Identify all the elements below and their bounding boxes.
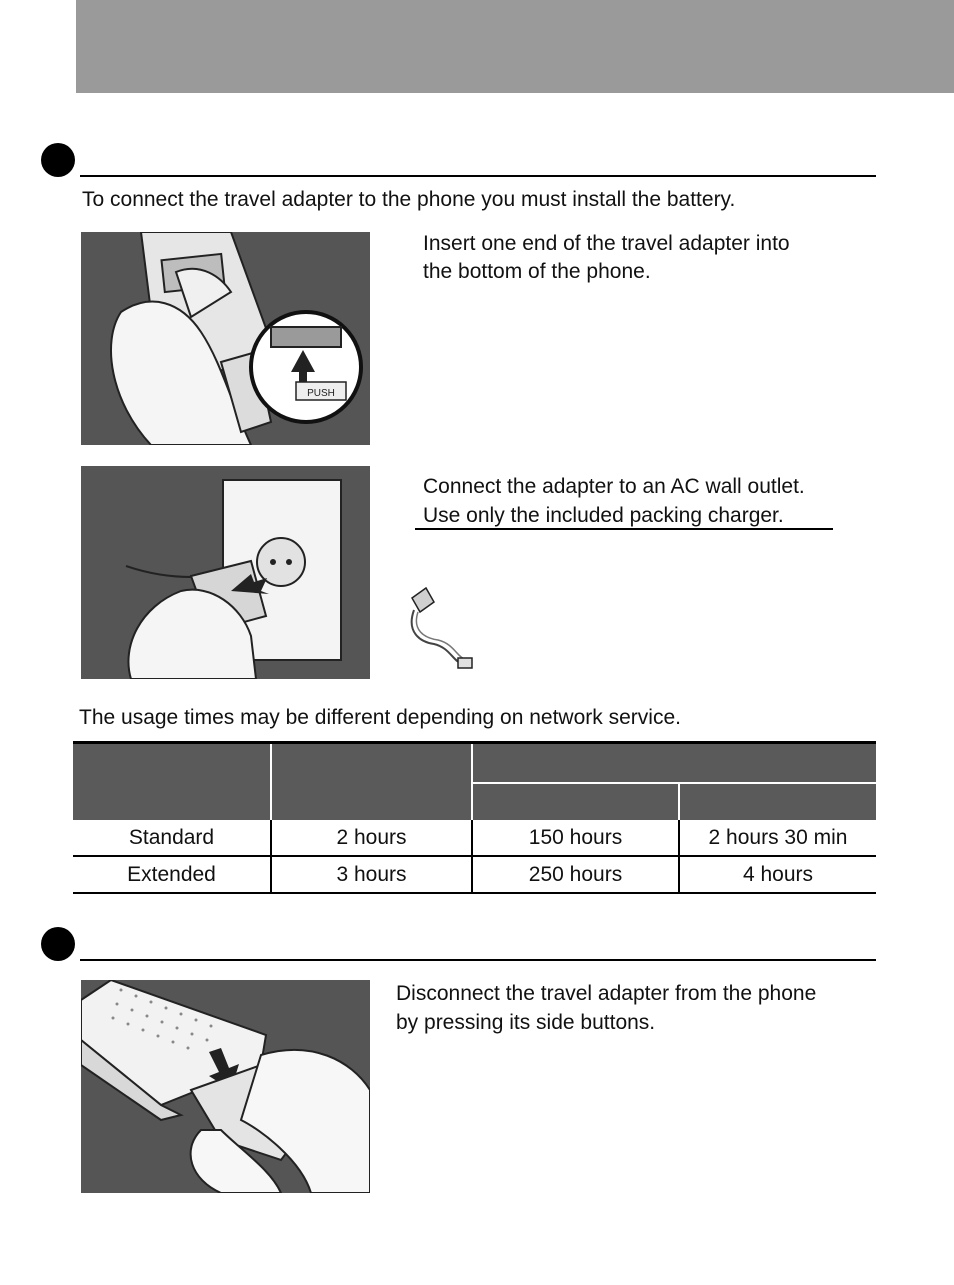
table-cell: Standard xyxy=(73,820,271,856)
table-cell: 2 hours xyxy=(271,820,472,856)
usage-table xyxy=(73,741,876,894)
table-cell: 4 hours xyxy=(679,856,876,893)
section-rule-1 xyxy=(80,175,876,177)
table-row xyxy=(73,856,876,893)
table-cell: 250 hours xyxy=(472,856,679,893)
wall-outlet-illustration xyxy=(81,466,370,679)
usage-note: The usage times may be different depending on network service. xyxy=(79,706,681,729)
table-row xyxy=(73,820,876,856)
charger-icon xyxy=(400,582,480,678)
table-cell: 2 hours 30 min xyxy=(679,820,876,856)
step2-line1: Connect the adapter to an AC wall outlet. xyxy=(423,475,805,498)
subheader-cell xyxy=(679,783,876,820)
table-header-row xyxy=(73,743,876,784)
insert-adapter-illustration xyxy=(81,232,370,445)
step1-line2: the bottom of the phone. xyxy=(423,260,651,283)
intro-text: To connect the travel adapter to the phone you must install the battery. xyxy=(82,188,736,211)
step2-line2: Use only the included packing charger. xyxy=(423,504,784,527)
disconnect-line1: Disconnect the travel adapter from the phone xyxy=(396,982,817,1005)
charger-note-underline xyxy=(415,528,833,530)
step1-line1: Insert one end of the travel adapter into xyxy=(423,232,790,255)
section-bullet-2 xyxy=(41,927,75,961)
disconnect-adapter-illustration xyxy=(81,980,370,1193)
header-cell xyxy=(472,743,876,784)
section-rule-2 xyxy=(80,959,876,961)
header-cell xyxy=(271,743,472,821)
table-cell: 3 hours xyxy=(271,856,472,893)
table-cell: Extended xyxy=(73,856,271,893)
header-band xyxy=(76,0,954,93)
section-bullet-1 xyxy=(41,143,75,177)
disconnect-line2: by pressing its side buttons. xyxy=(396,1011,656,1034)
header-cell xyxy=(73,743,271,821)
push-label: PUSH xyxy=(307,388,335,399)
table-cell: 150 hours xyxy=(472,820,679,856)
subheader-cell xyxy=(472,783,679,820)
